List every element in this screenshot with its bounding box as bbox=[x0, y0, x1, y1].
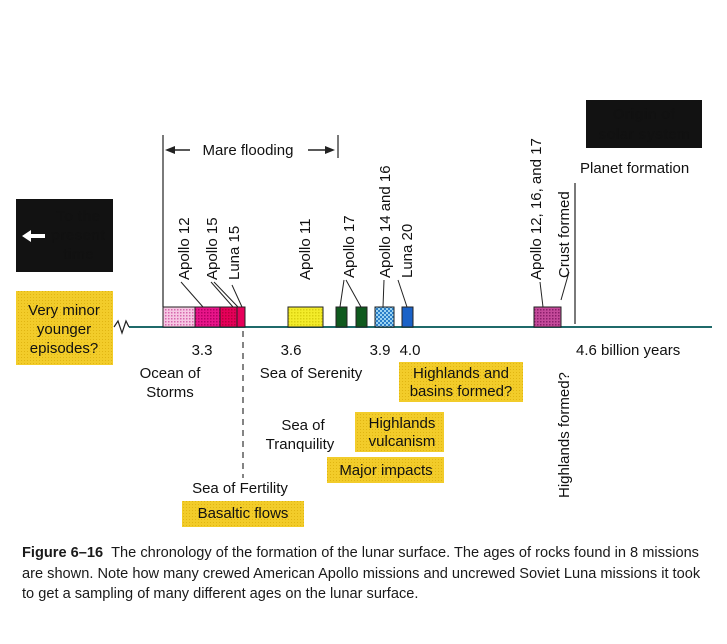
caption-text: The chronology of the formation of the lunar surface. The ages of rocks found in 8 missions are shown. Note how many crewed American Apollo missions and uncrewed Soviet Luna missions it took to get a sampling of many different ages on the lunar surface. bbox=[22, 545, 701, 602]
apollo-12-16-17-box bbox=[534, 307, 561, 327]
highlands-vulcanism-line-1: Highlands bbox=[368, 415, 436, 432]
origin-line-1: Origin of bbox=[612, 106, 676, 123]
tick-3-6: 3.6 bbox=[280, 342, 302, 359]
figure-number: Figure 6–16 bbox=[22, 545, 104, 561]
arrow-right-icon bbox=[325, 146, 335, 154]
mission-label-apollo-11: Apollo 11 bbox=[297, 218, 314, 280]
luna-15-box bbox=[220, 307, 237, 327]
mission-label-luna-15: Luna 15 bbox=[226, 225, 243, 280]
tick-4-0: 4.0 bbox=[399, 342, 421, 359]
highlands-basins-line-2: basins formed? bbox=[409, 383, 513, 400]
mare-flooding-label: Mare flooding bbox=[202, 142, 294, 159]
sea-of-tranquility-line-2: Tranquility bbox=[265, 436, 335, 453]
luna-15-box-narrow bbox=[237, 307, 245, 327]
mission-label-apollo-12-16-17: Apollo 12, 16, and 17 bbox=[528, 138, 545, 280]
apollo-11-box bbox=[288, 307, 323, 327]
basaltic-flows-label: Basaltic flows bbox=[197, 505, 289, 522]
to-present-line-1: To the bbox=[56, 208, 100, 225]
apollo-14-16-box bbox=[375, 307, 394, 327]
sea-of-fertility-label: Sea of Fertility bbox=[192, 480, 288, 497]
sea-of-tranquility-line-1: Sea of bbox=[281, 417, 325, 434]
very-minor-line-3: episodes? bbox=[29, 340, 99, 357]
major-impacts-label: Major impacts bbox=[339, 462, 433, 479]
apollo-17-box-a bbox=[336, 307, 347, 327]
figure-caption bbox=[22, 543, 712, 605]
mission-label-luna-20: Luna 20 bbox=[399, 223, 416, 278]
highlands-basins-line-1: Highlands and bbox=[413, 365, 509, 382]
apollo-15-box bbox=[195, 307, 220, 327]
highlands-vulcanism-line-2: vulcanism bbox=[368, 433, 436, 450]
tick-3-3: 3.3 bbox=[191, 342, 213, 359]
sea-of-serenity-label: Sea of Serenity bbox=[259, 365, 363, 382]
planet-formation-label: Planet formation bbox=[580, 160, 690, 177]
very-minor-line-2: younger bbox=[36, 321, 92, 338]
arrow-left-icon bbox=[165, 146, 175, 154]
ocean-of-storms-line-2: Storms bbox=[146, 384, 194, 401]
ocean-of-storms-line-1: Ocean of bbox=[139, 365, 201, 382]
mission-label-apollo-14-16: Apollo 14 and 16 bbox=[377, 165, 394, 278]
tick-4-6: 4.6 billion years bbox=[576, 342, 681, 359]
crust-formed-label: Crust formed bbox=[556, 191, 573, 278]
very-minor-line-1: Very minor bbox=[28, 302, 100, 319]
origin-line-2: solar system bbox=[598, 126, 690, 143]
highlands-formed-label: Highlands formed? bbox=[556, 372, 573, 498]
tick-3-9: 3.9 bbox=[369, 342, 391, 359]
to-present-line-2: present bbox=[50, 227, 106, 244]
luna-20-box bbox=[402, 307, 413, 327]
apollo-12-box bbox=[163, 307, 195, 327]
apollo-17-box-b bbox=[356, 307, 367, 327]
mission-label-apollo-12: Apollo 12 bbox=[176, 217, 193, 280]
axis-break-icon bbox=[114, 321, 129, 333]
mission-label-apollo-15: Apollo 15 bbox=[204, 217, 221, 280]
to-present-line-3: time bbox=[62, 246, 94, 263]
mission-label-apollo-17: Apollo 17 bbox=[341, 215, 358, 278]
